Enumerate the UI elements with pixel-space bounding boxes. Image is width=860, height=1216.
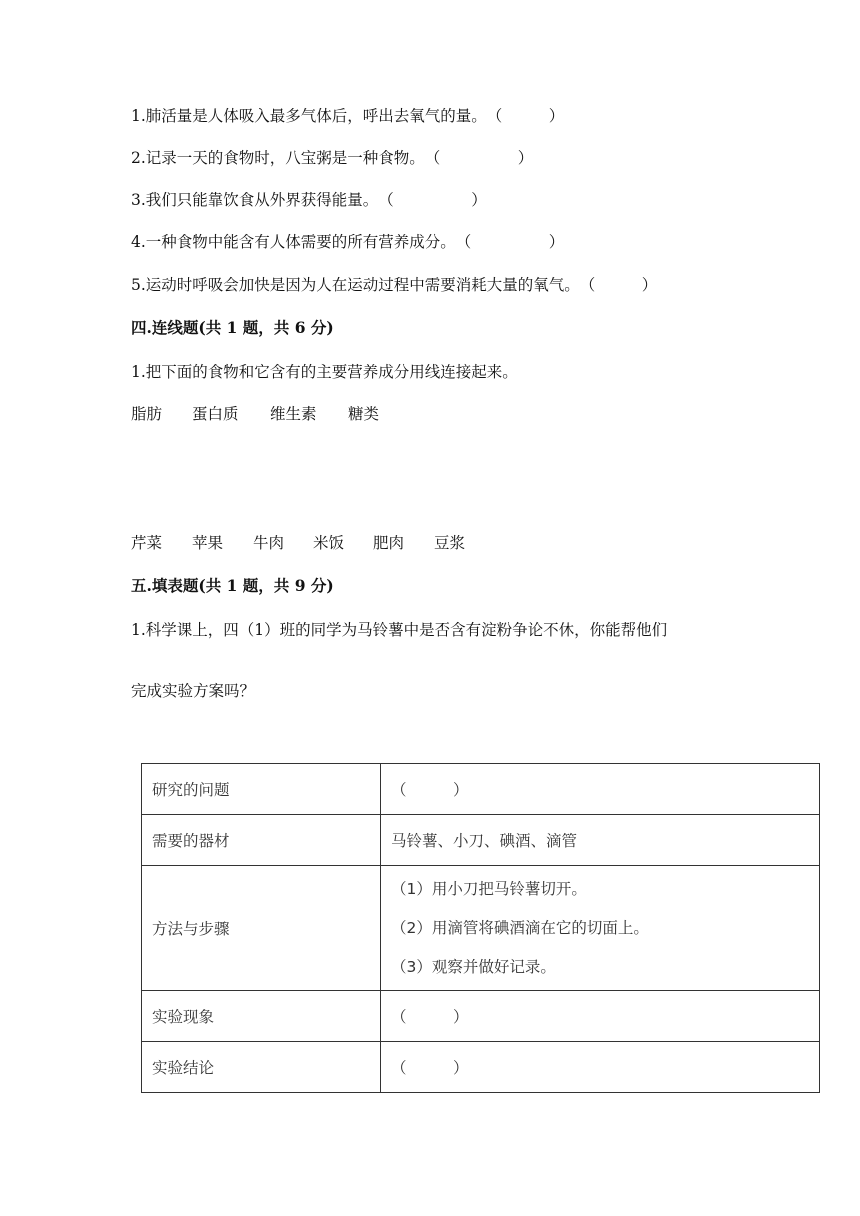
answer-blank[interactable]: （ ） [378, 191, 487, 209]
row-label: 需要的器材 [142, 815, 381, 866]
tf-item-3 [131, 190, 487, 210]
value-cell: 马铃薯、小刀、碘酒、滴管 [381, 815, 820, 866]
food-item[interactable]: 米饭 [313, 534, 345, 552]
table-row [142, 764, 820, 815]
food-item[interactable]: 芹菜 [131, 534, 163, 552]
step-text: （2）用滴管将碘酒滴在它的切面上。 [391, 918, 649, 937]
tf-item-4 [131, 232, 564, 252]
tf-item-1 [131, 106, 564, 126]
tf-item-text: 1.肺活量是人体吸入最多气体后，呼出去氧气的量。 [131, 107, 487, 125]
answer-cell[interactable]: （ ） [381, 764, 820, 815]
food-row [131, 533, 465, 553]
food-item[interactable]: 苹果 [192, 534, 224, 552]
row-label: 实验现象 [142, 991, 381, 1042]
food-item[interactable]: 牛肉 [253, 534, 285, 552]
row-label: 方法与步骤 [142, 866, 381, 991]
tf-item-text: 2.记录一天的食物时，八宝粥是一种食物。 [131, 149, 425, 167]
food-item[interactable]: 豆浆 [434, 534, 466, 552]
answer-blank[interactable]: （ ） [455, 233, 565, 251]
row-label: 研究的问题 [142, 764, 381, 815]
tf-item-text: 5.运动时呼吸会加快是因为人在运动过程中需要消耗大量的氧气。 [131, 276, 580, 294]
table-row [142, 991, 820, 1042]
nutrient-item[interactable]: 蛋白质 [192, 405, 239, 423]
table-row [142, 815, 820, 866]
table-question-line-1: 1.科学课上，四（1）班的同学为马铃薯中是否含有淀粉争论不休，你能帮他们 [131, 621, 668, 639]
answer-cell[interactable]: （ ） [381, 1042, 820, 1093]
nutrient-item[interactable]: 脂肪 [131, 405, 163, 423]
table-row [142, 866, 820, 991]
answer-blank[interactable]: （ ） [424, 149, 534, 167]
answer-blank[interactable]: （ ） [579, 276, 658, 294]
nutrient-item[interactable]: 糖类 [348, 405, 380, 423]
food-item[interactable]: 肥肉 [373, 534, 405, 552]
table-question-line-2: 完成实验方案吗？ [131, 682, 256, 700]
step-text: （3）观察并做好记录。 [391, 957, 556, 976]
section-heading-table: 五.填表题(共 1 题，共 9 分) [131, 576, 334, 595]
section-heading-matching: 四.连线题(共 1 题，共 6 分) [131, 318, 334, 337]
tf-item-text: 4.一种食物中能含有人体需要的所有营养成分。 [131, 233, 456, 251]
nutrient-row [131, 404, 379, 424]
tf-item-text: 3.我们只能靠饮食从外界获得能量。 [131, 191, 379, 209]
matching-question: 1.把下面的食物和它含有的主要营养成分用线连接起来。 [131, 363, 518, 381]
experiment-table [141, 763, 820, 1093]
steps-cell [381, 866, 820, 991]
nutrient-item[interactable]: 维生素 [270, 405, 317, 423]
answer-cell[interactable]: （ ） [381, 991, 820, 1042]
table-row [142, 1042, 820, 1093]
answer-blank[interactable]: （ ） [486, 107, 565, 125]
tf-item-2 [131, 148, 533, 168]
row-label: 实验结论 [142, 1042, 381, 1093]
step-text: （1）用小刀把马铃薯切开。 [391, 879, 587, 898]
tf-item-5 [131, 275, 657, 295]
